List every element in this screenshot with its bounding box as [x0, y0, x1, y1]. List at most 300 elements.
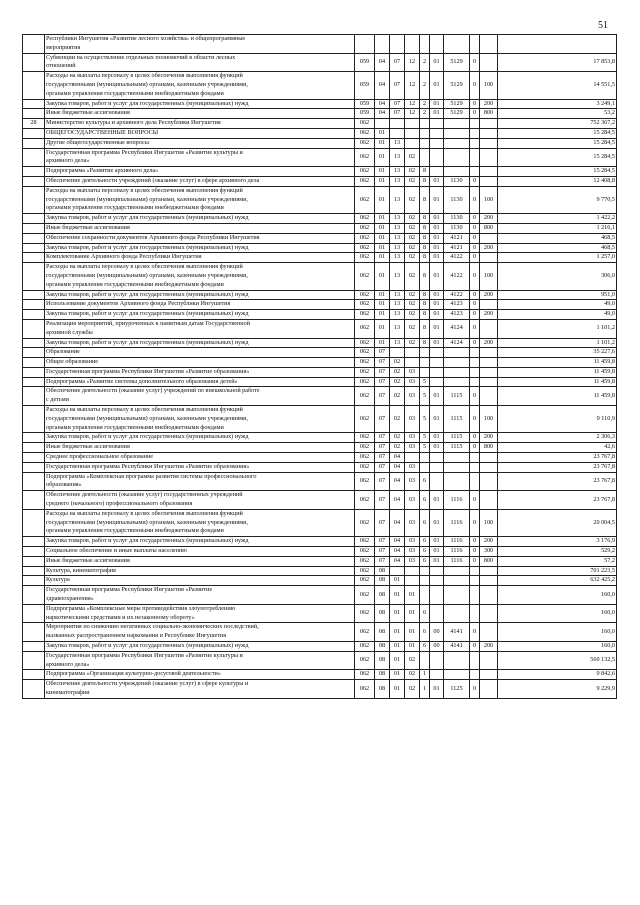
amount: 1 216,1: [498, 223, 617, 233]
main-activity-code: [430, 148, 444, 167]
table-row: [23, 319, 617, 338]
expense-type-code: [480, 358, 498, 368]
row-number: [23, 586, 45, 605]
section-code: 08: [375, 651, 390, 670]
expense-type-code: [480, 566, 498, 576]
direction-suffix: [470, 462, 480, 472]
direction-code: 4123: [444, 310, 470, 320]
section-code: 01: [375, 167, 390, 177]
ministry-code: 062: [355, 453, 375, 463]
expense-name: Культура: [45, 576, 355, 586]
program-code: 12: [405, 99, 420, 109]
main-activity-code: 01: [430, 176, 444, 186]
direction-code: [444, 348, 470, 358]
section-code: 08: [375, 604, 390, 623]
section-code: 07: [375, 537, 390, 547]
amount: 160,0: [498, 604, 617, 623]
ministry-code: 062: [355, 576, 375, 586]
program-code: 03: [405, 509, 420, 536]
subsection-code: 01: [390, 576, 405, 586]
direction-suffix: [470, 358, 480, 368]
subprogram-code: [420, 119, 430, 129]
expense-name: Государственная программа Республики Ингушетия «Развитие здравоохранения»: [45, 586, 355, 605]
table-row: [23, 604, 617, 623]
ministry-code: 062: [355, 670, 375, 680]
subprogram-code: 8: [420, 167, 430, 177]
section-code: 01: [375, 253, 390, 263]
row-number: [23, 453, 45, 463]
main-activity-code: [430, 472, 444, 491]
expense-name: Иные бюджетные ассигнования: [45, 223, 355, 233]
subsection-code: 04: [390, 509, 405, 536]
direction-code: 5129: [444, 72, 470, 99]
main-activity-code: 01: [430, 680, 444, 699]
row-number: [23, 623, 45, 642]
table-row: [23, 223, 617, 233]
direction-code: [444, 377, 470, 387]
direction-code: [444, 462, 470, 472]
table-row: [23, 109, 617, 119]
main-activity-code: [430, 367, 444, 377]
row-number: [23, 566, 45, 576]
amount: 14 551,5: [498, 72, 617, 99]
table-row: [23, 491, 617, 510]
table-row: [23, 119, 617, 129]
row-number: [23, 233, 45, 243]
main-activity-code: 01: [430, 109, 444, 119]
direction-code: 1115: [444, 387, 470, 406]
expense-name: Подпрограмма «Комплексные меры противодействия злоупотреблению наркотическими средствами и их незаконному обороту»: [45, 604, 355, 623]
amount: 23 767,8: [498, 462, 617, 472]
section-code: 07: [375, 453, 390, 463]
subsection-code: 13: [390, 186, 405, 213]
ministry-code: 062: [355, 367, 375, 377]
section-code: 07: [375, 462, 390, 472]
expense-name: Подпрограмма «Развитие архивного дела»: [45, 167, 355, 177]
expense-name: Обеспечение деятельности (оказание услуг) учреждений по внешкольной работе с детьми: [45, 387, 355, 406]
direction-code: 5129: [444, 99, 470, 109]
table-row: [23, 310, 617, 320]
row-number: [23, 243, 45, 253]
expense-name: Закупка товаров, работ и услуг для государственных (муниципальных) нужд: [45, 310, 355, 320]
amount: 23 767,8: [498, 453, 617, 463]
direction-suffix: 0: [470, 223, 480, 233]
table-row: [23, 576, 617, 586]
direction-suffix: 0: [470, 443, 480, 453]
table-row: [23, 443, 617, 453]
expense-name: Мероприятия по снижению негативных социально-экономических последствий, вызванных распространением наркомании в Республике Ингушетия: [45, 623, 355, 642]
expense-type-code: 200: [480, 214, 498, 224]
amount: 12 408,8: [498, 176, 617, 186]
section-code: [375, 119, 390, 129]
program-code: [405, 453, 420, 463]
table-row: [23, 377, 617, 387]
direction-code: [444, 367, 470, 377]
table-row: [23, 406, 617, 433]
amount: 23 767,8: [498, 472, 617, 491]
direction-suffix: 0: [470, 338, 480, 348]
subsection-code: 04: [390, 462, 405, 472]
expense-type-code: 800: [480, 556, 498, 566]
direction-suffix: [470, 576, 480, 586]
ministry-code: 062: [355, 310, 375, 320]
direction-suffix: [470, 119, 480, 129]
section-code: 07: [375, 367, 390, 377]
row-number: [23, 176, 45, 186]
subsection-code: 07: [390, 72, 405, 99]
subprogram-code: [420, 453, 430, 463]
expense-name: Расходы на выплаты персоналу в целях обеспечения выполнения функций государственными (муниципальными) органами, казенными учреждениями, органами управления государственными внебюджетными фондами: [45, 186, 355, 213]
direction-suffix: 0: [470, 623, 480, 642]
subsection-code: 04: [390, 537, 405, 547]
row-number: [23, 167, 45, 177]
subsection-code: 01: [390, 670, 405, 680]
expense-name: ОБЩЕГОСУДАРСТВЕННЫЕ ВОПРОСЫ: [45, 128, 355, 138]
expense-name: Подпрограмма «Развитие системы дополнительного образования детей»: [45, 377, 355, 387]
main-activity-code: [430, 119, 444, 129]
subprogram-code: 8: [420, 263, 430, 290]
row-number: [23, 462, 45, 472]
amount: 11 459,8: [498, 367, 617, 377]
subsection-code: [390, 119, 405, 129]
direction-code: 4141: [444, 623, 470, 642]
direction-suffix: 0: [470, 491, 480, 510]
program-code: [405, 35, 420, 54]
main-activity-code: 01: [430, 53, 444, 72]
subprogram-code: [420, 138, 430, 148]
table-row: [23, 472, 617, 491]
direction-suffix: [470, 670, 480, 680]
direction-code: [444, 138, 470, 148]
subprogram-code: 6: [420, 472, 430, 491]
expense-name: Подпрограмма «Организация культурно-досуговой деятельности»: [45, 670, 355, 680]
program-code: 01: [405, 586, 420, 605]
row-number: [23, 547, 45, 557]
section-code: 08: [375, 623, 390, 642]
direction-suffix: [470, 472, 480, 491]
program-code: [405, 138, 420, 148]
table-row: [23, 72, 617, 99]
direction-code: 1115: [444, 406, 470, 433]
ministry-code: 062: [355, 623, 375, 642]
program-code: 01: [405, 604, 420, 623]
row-number: [23, 186, 45, 213]
direction-suffix: [470, 604, 480, 623]
expense-type-code: 200: [480, 642, 498, 652]
direction-suffix: [470, 453, 480, 463]
direction-code: 4122: [444, 263, 470, 290]
section-code: 01: [375, 148, 390, 167]
subprogram-code: 6: [420, 604, 430, 623]
expense-type-code: 100: [480, 72, 498, 99]
subprogram-code: [420, 35, 430, 54]
subprogram-code: 2: [420, 72, 430, 99]
main-activity-code: 01: [430, 433, 444, 443]
main-activity-code: [430, 462, 444, 472]
subsection-code: 02: [390, 367, 405, 377]
main-activity-code: [430, 586, 444, 605]
program-code: 02: [405, 233, 420, 243]
program-code: 03: [405, 377, 420, 387]
direction-suffix: 0: [470, 556, 480, 566]
subsection-code: 13: [390, 338, 405, 348]
program-code: 02: [405, 263, 420, 290]
program-code: 03: [405, 556, 420, 566]
amount: 49,0: [498, 300, 617, 310]
subprogram-code: 1: [420, 680, 430, 699]
program-code: 02: [405, 310, 420, 320]
subsection-code: 13: [390, 319, 405, 338]
expense-name: Социальное обеспечение и иные выплаты населению: [45, 547, 355, 557]
amount: 15 284,5: [498, 167, 617, 177]
ministry-code: 062: [355, 233, 375, 243]
row-number: [23, 319, 45, 338]
expense-type-code: 200: [480, 99, 498, 109]
expense-name: Образование: [45, 348, 355, 358]
direction-code: 4121: [444, 243, 470, 253]
expense-type-code: [480, 462, 498, 472]
expense-name: Расходы на выплаты персоналу в целях обеспечения выполнения функций государственными (муниципальными) органами, казенными учреждениями, органами управления государственными внебюджетными фондами: [45, 263, 355, 290]
amount: 42,6: [498, 443, 617, 453]
subprogram-code: 5: [420, 443, 430, 453]
table-row: [23, 586, 617, 605]
subprogram-code: 6: [420, 623, 430, 642]
section-code: 07: [375, 509, 390, 536]
main-activity-code: 01: [430, 243, 444, 253]
section-code: 04: [375, 99, 390, 109]
subprogram-code: [420, 586, 430, 605]
table-row: [23, 537, 617, 547]
amount: 2 306,3: [498, 433, 617, 443]
program-code: 03: [405, 367, 420, 377]
table-row: [23, 35, 617, 54]
main-activity-code: 01: [430, 263, 444, 290]
subsection-code: 13: [390, 300, 405, 310]
subprogram-code: 6: [420, 642, 430, 652]
amount: 468,5: [498, 233, 617, 243]
amount: 3 176,9: [498, 537, 617, 547]
subsection-code: 02: [390, 377, 405, 387]
subsection-code: 02: [390, 443, 405, 453]
subsection-code: 01: [390, 651, 405, 670]
direction-code: [444, 35, 470, 54]
row-number: [23, 491, 45, 510]
section-code: 07: [375, 443, 390, 453]
ministry-code: 062: [355, 586, 375, 605]
expense-name: Иные бюджетные ассигнования: [45, 443, 355, 453]
expense-type-code: [480, 586, 498, 605]
subsection-code: 01: [390, 642, 405, 652]
subsection-code: 13: [390, 243, 405, 253]
main-activity-code: 01: [430, 186, 444, 213]
expense-name: Расходы на выплаты персоналу в целях обеспечения выполнения функций государственными (муниципальными) органами, казенными учреждениями, органами управления государственными внебюджетными фондами: [45, 72, 355, 99]
direction-code: [444, 119, 470, 129]
ministry-code: 062: [355, 186, 375, 213]
direction-suffix: 0: [470, 214, 480, 224]
ministry-code: 062: [355, 148, 375, 167]
main-activity-code: 01: [430, 99, 444, 109]
amount: 11 459,8: [498, 387, 617, 406]
program-code: [405, 576, 420, 586]
ministry-code: 062: [355, 243, 375, 253]
subprogram-code: 8: [420, 186, 430, 213]
table-row: [23, 680, 617, 699]
direction-suffix: [470, 348, 480, 358]
direction-suffix: 0: [470, 387, 480, 406]
ministry-code: 062: [355, 319, 375, 338]
table-row: [23, 338, 617, 348]
main-activity-code: [430, 348, 444, 358]
table-row: [23, 186, 617, 213]
row-number: [23, 300, 45, 310]
expense-name: Закупка товаров, работ и услуг для государственных (муниципальных) нужд: [45, 433, 355, 443]
subsection-code: 13: [390, 233, 405, 243]
row-number: 28: [23, 119, 45, 129]
section-code: 07: [375, 472, 390, 491]
subprogram-code: 2: [420, 99, 430, 109]
table-row: [23, 642, 617, 652]
subprogram-code: 8: [420, 290, 430, 300]
subprogram-code: 5: [420, 387, 430, 406]
direction-suffix: 0: [470, 53, 480, 72]
subsection-code: [390, 35, 405, 54]
subprogram-code: 2: [420, 109, 430, 119]
subprogram-code: 8: [420, 214, 430, 224]
section-code: 08: [375, 642, 390, 652]
row-number: [23, 290, 45, 300]
program-code: 01: [405, 642, 420, 652]
expense-type-code: 100: [480, 186, 498, 213]
table-row: [23, 367, 617, 377]
amount: 9 110,9: [498, 406, 617, 433]
row-number: [23, 253, 45, 263]
direction-code: [444, 128, 470, 138]
expense-name: Расходы на выплаты персоналу в целях обеспечения выполнения функций государственными (муниципальными) органами, казенными учреждениями, органами управления государственными внебюджетными фондами: [45, 406, 355, 433]
expense-type-code: [480, 128, 498, 138]
table-row: [23, 348, 617, 358]
direction-code: 1116: [444, 491, 470, 510]
program-code: 03: [405, 537, 420, 547]
program-code: [405, 358, 420, 368]
section-code: 01: [375, 176, 390, 186]
ministry-code: 062: [355, 406, 375, 433]
expense-type-code: [480, 472, 498, 491]
expense-type-code: [480, 119, 498, 129]
subprogram-code: 5: [420, 433, 430, 443]
section-code: 07: [375, 556, 390, 566]
expense-name: Использование документов Архивного фонда Республики Ингушетия: [45, 300, 355, 310]
main-activity-code: 01: [430, 72, 444, 99]
expense-name: Субвенции на осуществление отдельных полномочий в области лесных отношений: [45, 53, 355, 72]
expense-type-code: 800: [480, 223, 498, 233]
table-row: [23, 253, 617, 263]
row-number: [23, 472, 45, 491]
table-row: [23, 243, 617, 253]
subprogram-code: 6: [420, 547, 430, 557]
expense-type-code: [480, 491, 498, 510]
main-activity-code: 01: [430, 319, 444, 338]
main-activity-code: 01: [430, 491, 444, 510]
subprogram-code: 8: [420, 176, 430, 186]
ministry-code: 062: [355, 119, 375, 129]
ministry-code: 059: [355, 109, 375, 119]
main-activity-code: 01: [430, 233, 444, 243]
subprogram-code: 8: [420, 243, 430, 253]
table-row: [23, 509, 617, 536]
section-code: 07: [375, 433, 390, 443]
row-number: [23, 443, 45, 453]
program-code: 02: [405, 148, 420, 167]
main-activity-code: 01: [430, 338, 444, 348]
program-code: 03: [405, 547, 420, 557]
program-code: 12: [405, 53, 420, 72]
main-activity-code: [430, 128, 444, 138]
ministry-code: 062: [355, 651, 375, 670]
expense-name: Закупка товаров, работ и услуг для государственных (муниципальных) нужд: [45, 338, 355, 348]
subsection-code: 01: [390, 623, 405, 642]
table-row: [23, 290, 617, 300]
row-number: [23, 377, 45, 387]
amount: 11 459,8: [498, 358, 617, 368]
direction-code: [444, 472, 470, 491]
expense-type-code: [480, 623, 498, 642]
row-number: [23, 406, 45, 433]
ministry-code: 059: [355, 99, 375, 109]
subsection-code: 02: [390, 406, 405, 433]
program-code: 03: [405, 491, 420, 510]
direction-suffix: 0: [470, 186, 480, 213]
amount: 35 227,6: [498, 348, 617, 358]
direction-code: [444, 453, 470, 463]
expense-name: Обеспечение деятельности учреждений (оказание услуг) в сфере культуры и кинематографии: [45, 680, 355, 699]
amount: 20 004,5: [498, 509, 617, 536]
expense-name: Закупка товаров, работ и услуг для государственных (муниципальных) нужд: [45, 99, 355, 109]
section-code: 04: [375, 109, 390, 119]
table-row: [23, 167, 617, 177]
direction-code: 1125: [444, 680, 470, 699]
expense-name: Государственная программа Республики Ингушетия «Развитие культуры и архивного дела»: [45, 148, 355, 167]
section-code: 07: [375, 348, 390, 358]
subprogram-code: [420, 367, 430, 377]
subprogram-code: 6: [420, 509, 430, 536]
direction-suffix: [470, 651, 480, 670]
subprogram-code: 8: [420, 300, 430, 310]
main-activity-code: 01: [430, 387, 444, 406]
ministry-code: 062: [355, 433, 375, 443]
section-code: 01: [375, 243, 390, 253]
table-row: [23, 566, 617, 576]
subsection-code: 02: [390, 433, 405, 443]
expense-type-code: [480, 367, 498, 377]
direction-suffix: [470, 148, 480, 167]
section-code: 01: [375, 300, 390, 310]
direction-code: 5129: [444, 109, 470, 119]
ministry-code: 062: [355, 680, 375, 699]
direction-suffix: 0: [470, 509, 480, 536]
program-code: 02: [405, 167, 420, 177]
expense-name: Иные бюджетные ассигнования: [45, 556, 355, 566]
amount: 160,0: [498, 586, 617, 605]
amount: 701 223,5: [498, 566, 617, 576]
row-number: [23, 556, 45, 566]
main-activity-code: [430, 670, 444, 680]
subprogram-code: [420, 348, 430, 358]
direction-code: [444, 576, 470, 586]
ministry-code: 062: [355, 537, 375, 547]
table-row: [23, 433, 617, 443]
main-activity-code: 01: [430, 300, 444, 310]
expense-name: Культура, кинематография: [45, 566, 355, 576]
